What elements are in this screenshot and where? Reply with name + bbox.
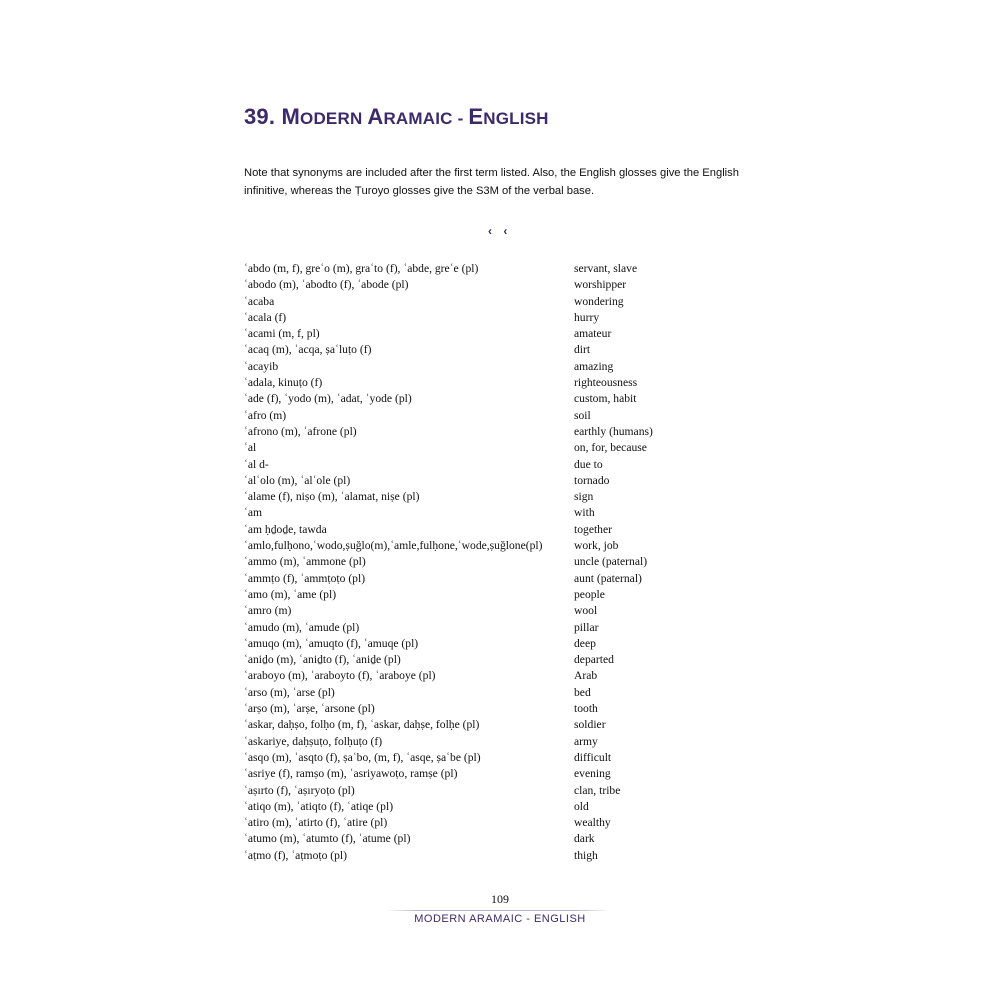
aramaic-term: ʿal d- — [244, 457, 269, 471]
english-gloss: work, job — [574, 539, 619, 553]
english-gloss: soil — [574, 408, 591, 422]
aramaic-term: ʿacayib — [244, 359, 279, 373]
english-gloss: old — [574, 799, 589, 813]
glossary-list — [244, 261, 704, 864]
aramaic-term: ʿalʿolo (m), ʿalʿole (pl) — [244, 473, 351, 487]
aramaic-term: ʿammṭo (f), ʿammṭoṭo (pl) — [244, 571, 366, 585]
glossary-entry — [244, 783, 704, 799]
english-gloss: army — [574, 734, 598, 748]
aramaic-term: ʿamudo (m), ʿamude (pl) — [244, 620, 360, 634]
aramaic-term: ʿamlo,fulḥono,ʿwodo,ṣuğlo(m),ʿamle,fulḥone,ʿwode,ṣuğlone(pl) — [244, 539, 543, 553]
running-footer: MODERN ARAMAIC - ENGLISH — [414, 913, 586, 925]
glossary-entry — [244, 440, 704, 456]
english-gloss: dark — [574, 832, 595, 846]
english-gloss: worshipper — [574, 278, 627, 292]
english-gloss: wool — [574, 604, 598, 618]
glossary-entry — [244, 310, 704, 326]
english-gloss: dirt — [574, 343, 591, 357]
english-gloss: bed — [574, 685, 591, 699]
heading-text: RAMAIC - — [383, 109, 469, 128]
glossary-entry — [244, 375, 704, 391]
glossary-entry — [244, 636, 704, 652]
aramaic-term: ʿade (f), ʿyodo (m), ʿadat, ʿyode (pl) — [244, 392, 412, 406]
english-gloss: hurry — [574, 310, 600, 324]
glossary-entry — [244, 734, 704, 750]
glossary-entry — [244, 554, 704, 570]
aramaic-term: ʿarṣo (m), ʿarṣe, ʿarsone (pl) — [244, 702, 375, 716]
aramaic-term: ʿaṣırto (f), ʿaṣıryoṭo (pl) — [244, 783, 355, 797]
english-gloss: on, for, because — [574, 441, 647, 455]
english-gloss: aunt (paternal) — [574, 571, 642, 585]
glossary-entry — [244, 522, 704, 538]
glossary-entry — [244, 848, 704, 864]
glossary-entry — [244, 473, 704, 489]
glossary-entry — [244, 750, 704, 766]
aramaic-term: ʿatiqo (m), ʿatiqto (f), ʿatiqe (pl) — [244, 799, 394, 813]
footer-rule — [386, 910, 610, 911]
english-gloss: amazing — [574, 359, 614, 373]
glossary-entry — [244, 457, 704, 473]
aramaic-term: ʿacami (m, f, pl) — [244, 327, 320, 341]
glossary-entry — [244, 571, 704, 587]
glossary-entry — [244, 294, 704, 310]
aramaic-term: ʿamro (m) — [244, 604, 292, 618]
glossary-entry — [244, 391, 704, 407]
glossary-entry — [244, 668, 704, 684]
aramaic-term: ʿam — [244, 506, 263, 520]
glossary-entry — [244, 831, 704, 847]
english-gloss: custom, habit — [574, 392, 637, 406]
english-gloss: Arab — [574, 669, 598, 683]
page-number: 109 — [491, 892, 509, 906]
english-gloss: righteousness — [574, 376, 638, 390]
english-gloss: soldier — [574, 718, 606, 732]
aramaic-term: ʿalame (f), niṣo (m), ʿalamat, niṣe (pl) — [244, 490, 420, 504]
aramaic-term: ʿal — [244, 441, 257, 455]
glossary-entry — [244, 701, 704, 717]
heading-number: 39. — [244, 104, 282, 129]
english-gloss: thigh — [574, 848, 598, 862]
glossary-entry — [244, 326, 704, 342]
aramaic-term: ʿafro (m) — [244, 408, 287, 422]
glossary-entry — [244, 652, 704, 668]
aramaic-term: ʿadala, kinuṭo (f) — [244, 376, 323, 390]
english-gloss: sign — [574, 490, 594, 504]
intro-line: infinitive, whereas the Ṭuroyo glosses give the S3M of the verbal base. — [244, 185, 595, 197]
english-gloss: earthly (humans) — [574, 424, 653, 438]
section-marks: ‹ ‹ — [488, 224, 512, 238]
english-gloss: amateur — [574, 327, 612, 341]
english-gloss: wondering — [574, 294, 624, 308]
chapter-heading — [244, 104, 549, 130]
english-gloss: tornado — [574, 473, 610, 487]
glossary-entry — [244, 505, 704, 521]
aramaic-term: ʿaskar, daḥṣo, folḥo (m, f), ʿaskar, daḥṣe, folḥe (pl) — [244, 718, 480, 732]
glossary-entry — [244, 815, 704, 831]
aramaic-term: ʿasqo (m), ʿasqto (f), ṣaʿbo, (m, f), ʿasqe, ṣaʿbe (pl) — [244, 750, 481, 764]
english-gloss: uncle (paternal) — [574, 555, 648, 569]
english-gloss: evening — [574, 767, 611, 781]
english-gloss: clan, tribe — [574, 783, 621, 797]
intro-line: Note that synonyms are included after the first term listed. Also, the English glosses give the English — [244, 167, 739, 179]
aramaic-term: ʿasriye (f), ramṣo (m), ʿasriyawoṭo, ramṣe (pl) — [244, 767, 458, 781]
aramaic-term: ʿarso (m), ʿarse (pl) — [244, 685, 335, 699]
heading-text: ODERN — [300, 109, 368, 128]
aramaic-term: ʿatiro (m), ʿatirto (f), ʿatire (pl) — [244, 816, 388, 830]
aramaic-term: ʿabdo (m, f), greʿo (m), graʿto (f), ʿabde, greʿe (pl) — [244, 262, 479, 275]
glossary-entry — [244, 489, 704, 505]
aramaic-term: ʿafrono (m), ʿafrone (pl) — [244, 424, 357, 438]
english-gloss: people — [574, 587, 605, 601]
glossary-entry — [244, 408, 704, 424]
english-gloss: deep — [574, 636, 596, 650]
glossary-entry — [244, 799, 704, 815]
glossary-entry — [244, 538, 704, 554]
aramaic-term: ʿaskariye, daḥṣuṭo, folḥuṭo (f) — [244, 734, 383, 748]
english-gloss: departed — [574, 653, 614, 667]
glossary-entry — [244, 603, 704, 619]
aramaic-term: ʿatumo (m), ʿatumto (f), ʿatume (pl) — [244, 832, 411, 846]
aramaic-term: ʿacaba — [244, 294, 275, 308]
glossary-entry — [244, 277, 704, 293]
glossary-entry — [244, 717, 704, 733]
heading-text: NGLISH — [483, 109, 549, 128]
aramaic-term: ʿaniḏo (m), ʿaniḏto (f), ʿaniḏe (pl) — [244, 653, 401, 667]
glossary-entry — [244, 359, 704, 375]
glossary-entry — [244, 424, 704, 440]
aramaic-term: ʿamuqo (m), ʿamuqto (f), ʿamuqe (pl) — [244, 636, 419, 650]
aramaic-term: ʿabodo (m), ʿabodto (f), ʿabode (pl) — [244, 278, 409, 292]
glossary-entry — [244, 620, 704, 636]
aramaic-term: ʿammo (m), ʿammone (pl) — [244, 555, 366, 569]
aramaic-term: ʿamo (m), ʿame (pl) — [244, 587, 337, 601]
english-gloss: tooth — [574, 702, 598, 716]
glossary-entry — [244, 261, 704, 277]
intro-paragraph — [244, 164, 764, 200]
aramaic-term: ʿaṭmo (f), ʿaṭmoṭo (pl) — [244, 848, 348, 862]
english-gloss: together — [574, 522, 612, 536]
glossary-entry — [244, 587, 704, 603]
english-gloss: wealthy — [574, 816, 611, 830]
english-gloss: difficult — [574, 750, 612, 764]
glossary-entry — [244, 342, 704, 358]
aramaic-term: ʿaraboyo (m), ʿaraboyto (f), ʿaraboye (pl) — [244, 669, 436, 683]
heading-letter: M — [281, 104, 301, 129]
heading-letter: E — [468, 104, 484, 129]
aramaic-term: ʿam ḥḏoḏe, tawda — [244, 522, 327, 536]
english-gloss: pillar — [574, 620, 599, 634]
glossary-entry — [244, 685, 704, 701]
aramaic-term: ʿacala (f) — [244, 310, 287, 324]
glossary-entry — [244, 766, 704, 782]
english-gloss: servant, slave — [574, 262, 638, 275]
english-gloss: due to — [574, 457, 603, 471]
heading-letter: A — [367, 104, 384, 129]
aramaic-term: ʿacaq (m), ʿacqa, ṣaʿluṭo (f) — [244, 343, 372, 357]
english-gloss: with — [574, 506, 595, 520]
